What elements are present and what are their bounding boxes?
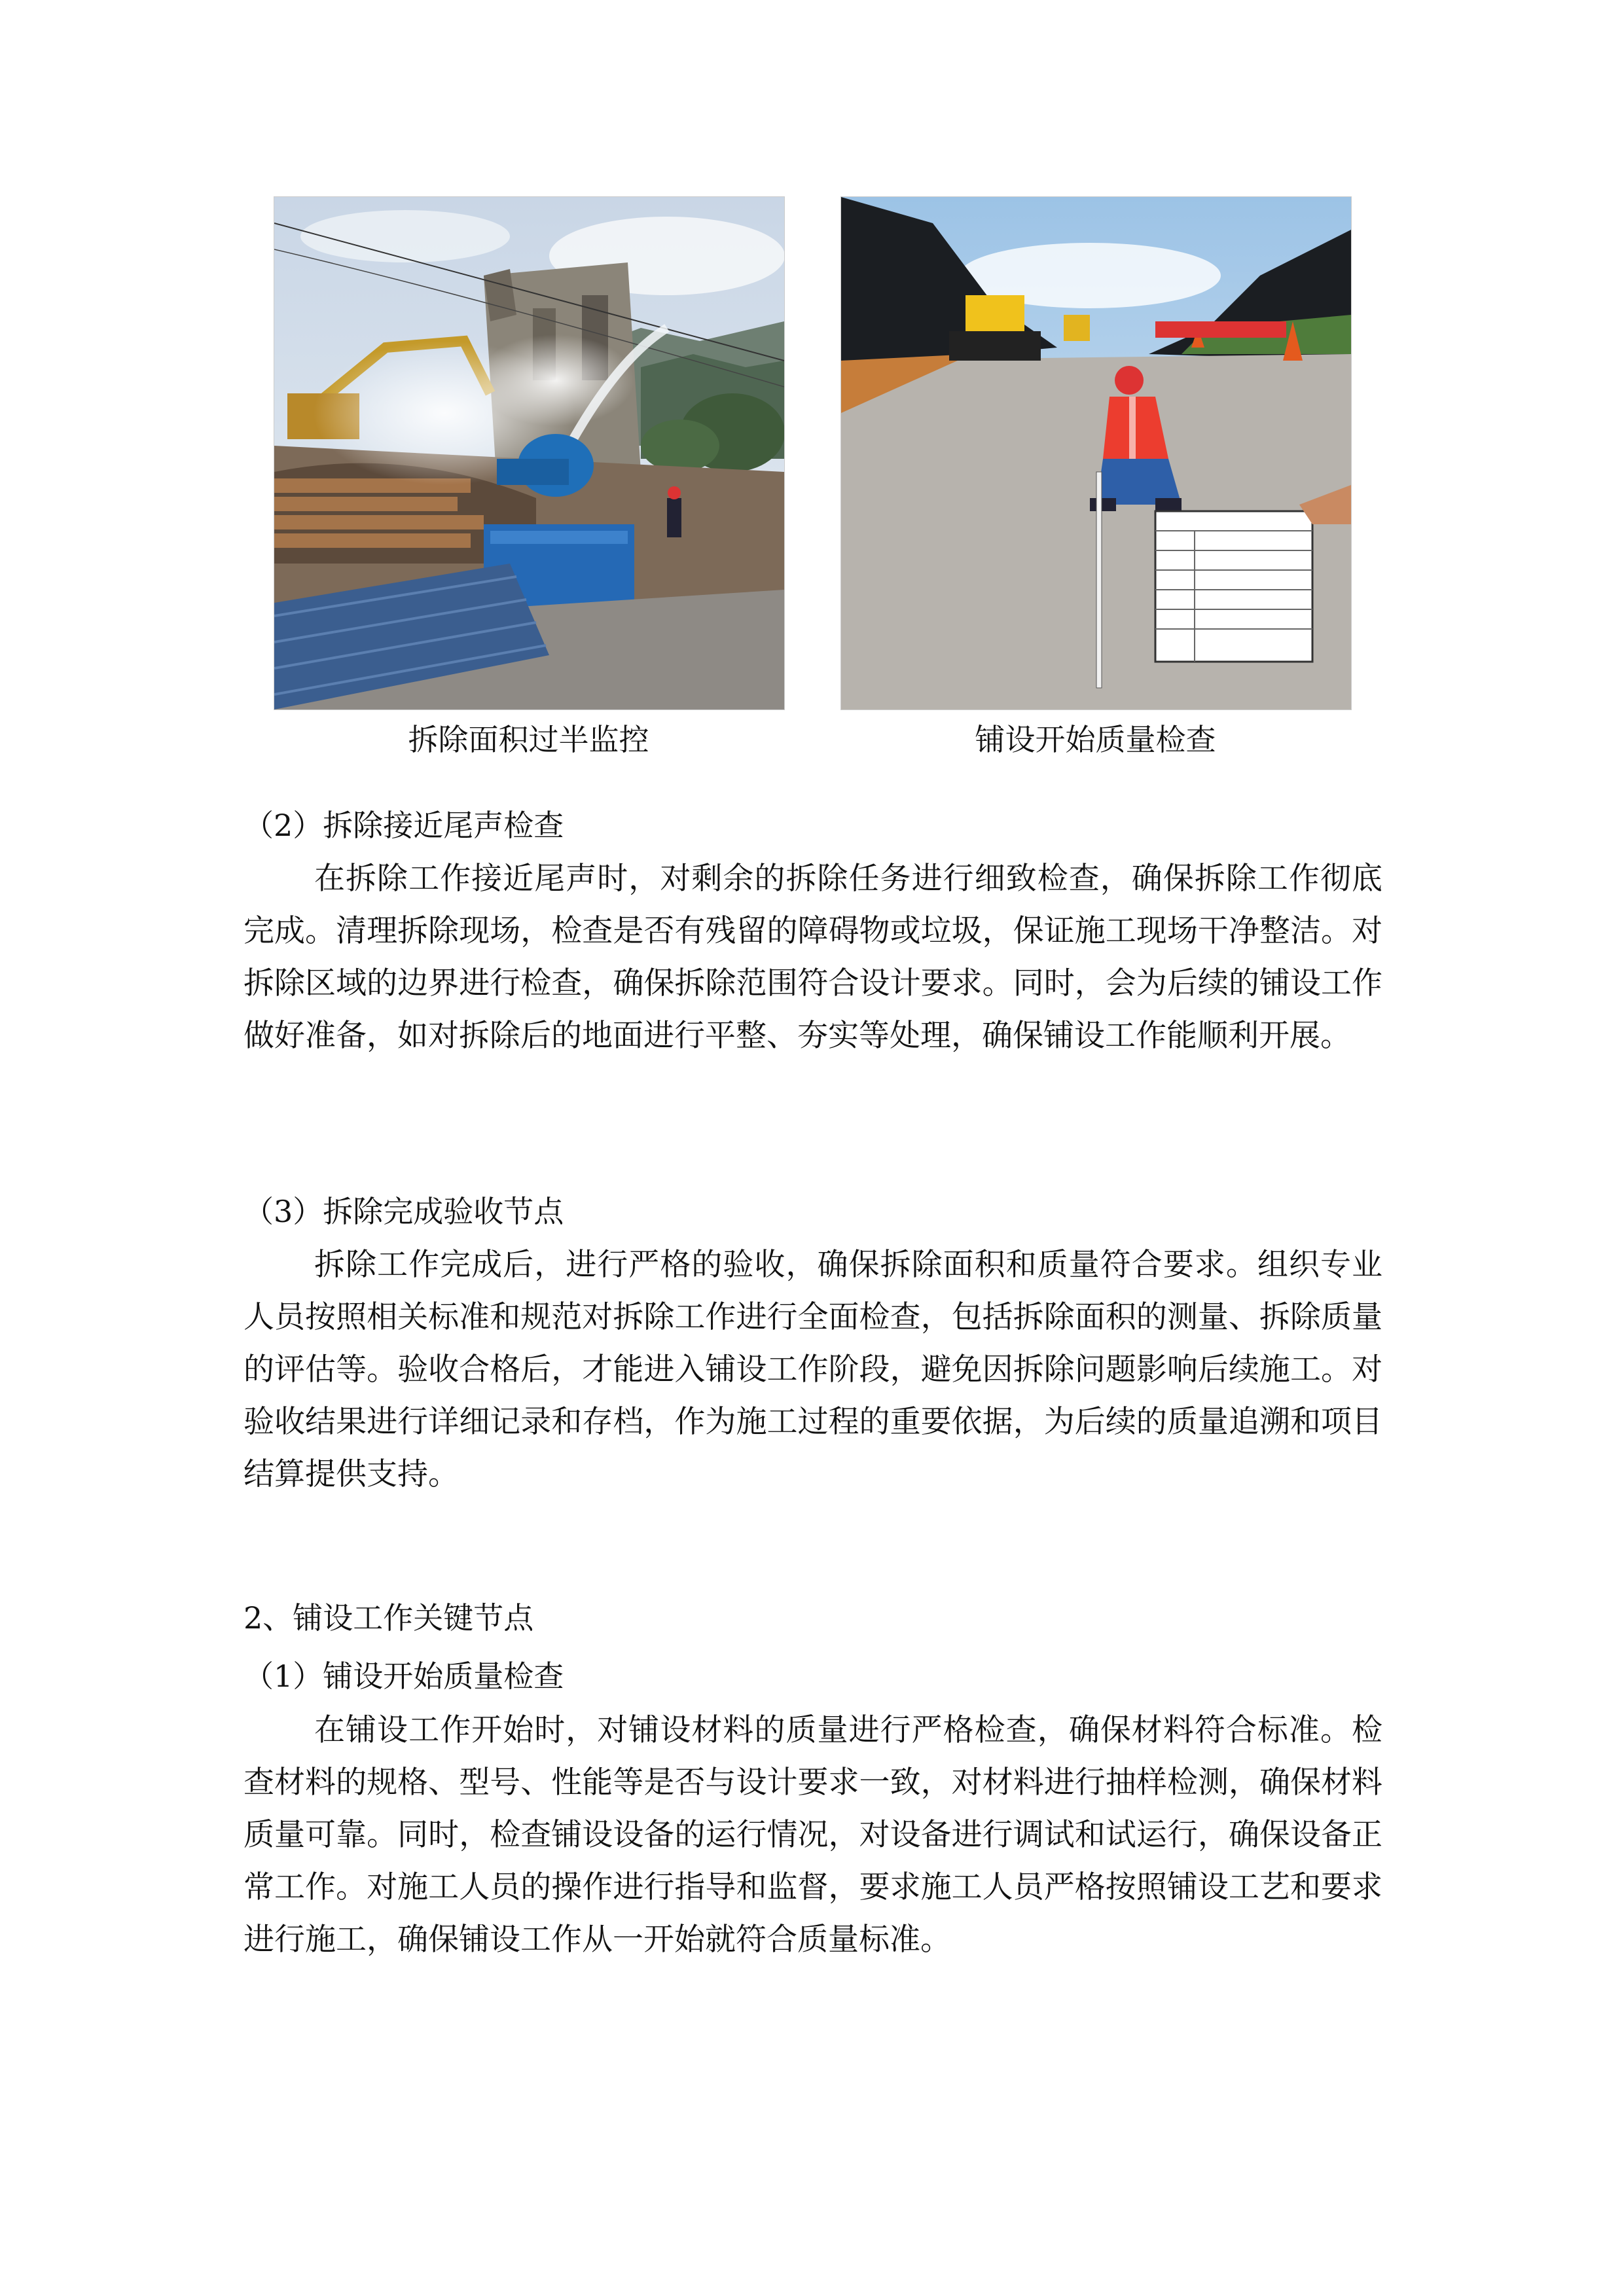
demolition-illustration — [274, 197, 784, 709]
paragraph-demolition-acceptance: 拆除工作完成后，进行严格的验收，确保拆除面积和质量符合要求。组织专业人员按照相关标准和规范对拆除工作进行全面检查，包括拆除面积的测量、拆除质量的评估等。验收合格后，才能进入铺设工作阶段，避免因拆除问题影响后续施工。对验收结果进行详细记录和存档，作为施工过程的重要依据，为后续的质量追溯和项目结算提供支持。 — [244, 1247, 1382, 1492]
paragraph-paving-start-check: 在铺设工作开始时，对铺设材料的质量进行严格检查，确保材料符合标准。检查材料的规格、型号、性能等是否与设计要求一致，对材料进行抽样检测，确保材料质量可靠。同时，检查铺设设备的运行情况，对设备进行调试和试运行，确保设备正常工作。对施工人员的操作进行指导和监督，要求施工人员严格按照铺设工艺和要求进行施工，确保铺设工作从一开始就符合质量标准。 — [244, 1712, 1382, 1958]
section-heading-paving: 2、铺设工作关键节点 — [244, 1600, 534, 1636]
figure-caption-right: 铺设开始质量检查 — [975, 722, 1216, 757]
subheading-paving-start-check: （1）铺设开始质量检查 — [244, 1659, 564, 1694]
paragraph-demolition-near-end: 在拆除工作接近尾声时，对剩余的拆除任务进行细致检查，确保拆除工作彻底完成。清理拆除现场，检查是否有残留的障碍物或垃圾，保证施工现场干净整洁。对拆除区域的边界进行检查，确保拆除范围符合设计要求。同时，会为后续的铺设工作做好准备，如对拆除后的地面进行平整、夯实等处理，确保铺设工作能顺利开展。 — [244, 861, 1382, 1054]
paving-photo — [840, 196, 1352, 710]
subheading-demolition-near-end: （2）拆除接近尾声检查 — [244, 808, 564, 843]
paving-illustration — [841, 197, 1351, 709]
demolition-photo — [274, 196, 785, 710]
subheading-demolition-acceptance: （3）拆除完成验收节点 — [244, 1194, 564, 1229]
figure-caption-left: 拆除面积过半监控 — [408, 722, 649, 757]
